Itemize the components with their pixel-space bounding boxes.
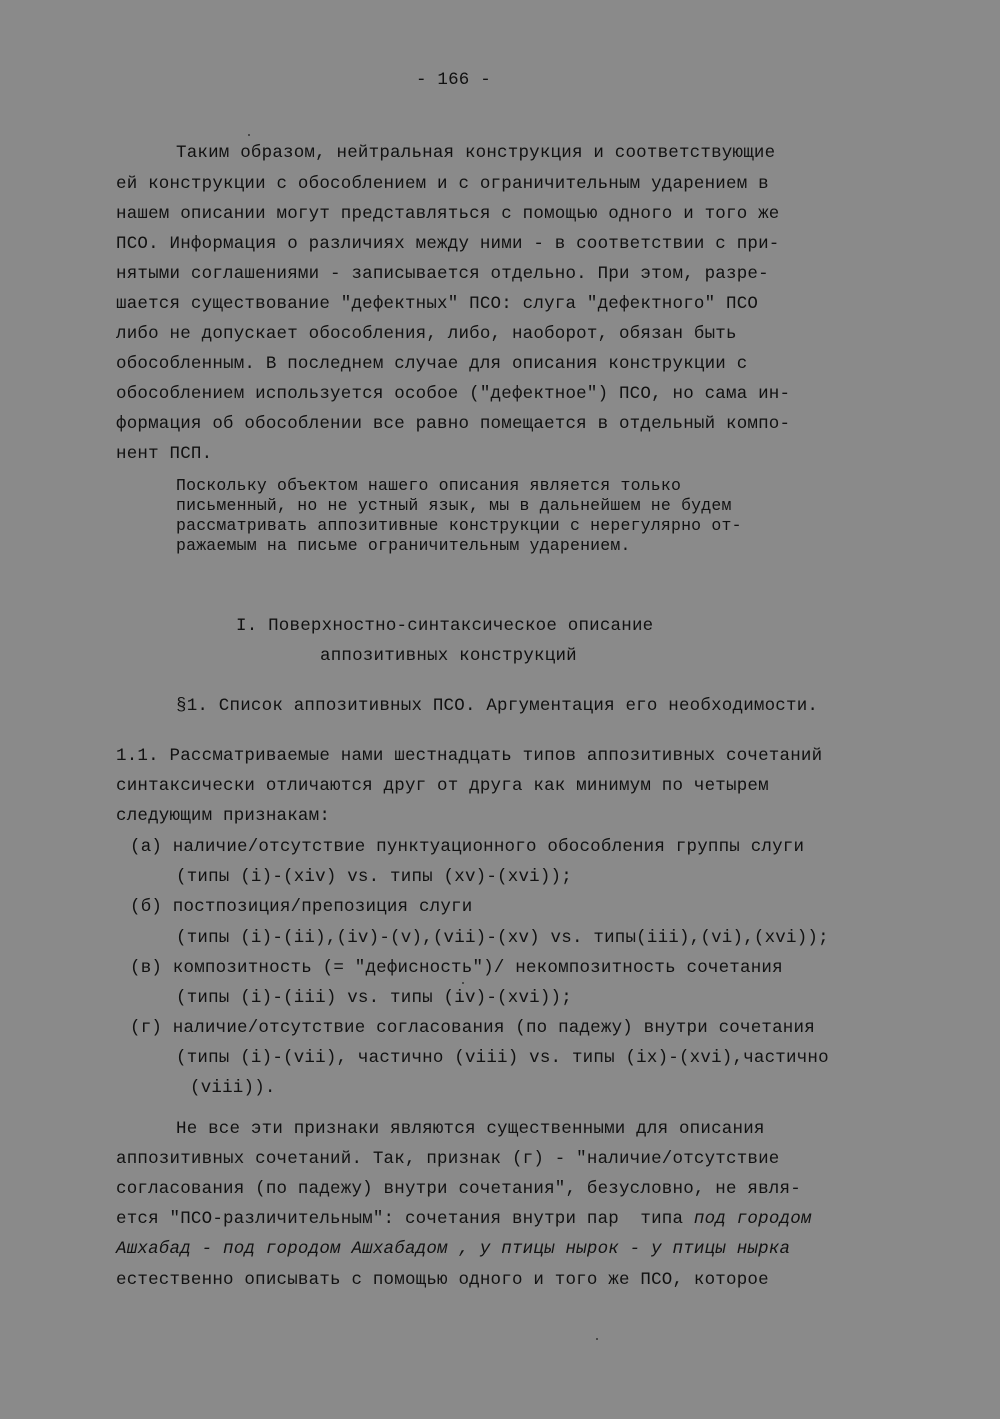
paragraph-line: нятыми соглашениями - записывается отдельно. При этом, разре- <box>116 264 769 284</box>
list-item: (в) композитность (= "дефисность")/ некомпозитность сочетания <box>130 958 783 978</box>
paragraph-line: 1.1. Рассматриваемые нами шестнадцать типов аппозитивных сочетаний <box>116 746 823 766</box>
list-item: (г) наличие/отсутствие согласования (по падежу) внутри сочетания <box>130 1018 815 1038</box>
list-item: (viii)). <box>190 1078 276 1098</box>
paragraph-line: ПСО. Информация о различиях между ними - в соответствии с при- <box>116 234 780 254</box>
paragraph-line <box>116 1209 812 1229</box>
italic-example: под городом <box>693 1209 812 1229</box>
section-title: аппозитивных конструкций <box>320 646 577 666</box>
paragraph-line: ей конструкции с обособлением и с ограничительным ударением в <box>116 174 769 194</box>
paragraph-line: согласования (по падежу) внутри сочетания", безусловно, не явля- <box>116 1179 801 1199</box>
paragraph-line: Не все эти признаки являются существенными для описания <box>176 1119 765 1139</box>
paragraph-line: обособлением используется особое ("дефектное") ПСО, но сама ин- <box>116 384 791 404</box>
list-item: (типы (i)-(iii) vs. типы (iv)-(xvi)); <box>176 988 572 1008</box>
scan-speck <box>248 134 250 136</box>
paragraph-line: синтаксически отличаются друг от друга как минимум по четырем <box>116 776 769 796</box>
scan-speck <box>462 982 464 984</box>
scan-speck <box>596 1338 598 1340</box>
list-item: (а) наличие/отсутствие пунктуационного обособления группы слуги <box>130 837 805 857</box>
paragraph-line: нашем описании могут представляться с помощью одного и того же <box>116 204 780 224</box>
note-line: ражаемым на письме ограничительным ударением. <box>176 536 631 555</box>
paragraph-line: Таким образом, нейтральная конструкция и соответствующие <box>176 143 776 163</box>
list-item: (б) постпозиция/препозиция слуги <box>130 897 473 917</box>
paragraph-line: шается существование "дефектных" ПСО: слуга "дефектного" ПСО <box>116 294 759 314</box>
paragraph-line: аппозитивных сочетаний. Так, признак (г) - "наличие/отсутствие <box>116 1149 780 1169</box>
paragraph-line: следующим признакам: <box>116 806 331 826</box>
list-item: (типы (i)-(xiv) vs. типы (xv)-(xvi)); <box>176 867 572 887</box>
paragraph-text: ется "ПСО-различительным": сочетания внутри пар типа <box>116 1209 694 1229</box>
section-title: I. Поверхностно-синтаксическое описание <box>236 616 654 636</box>
paragraph-line: обособленным. В последнем случае для описания конструкции с <box>116 354 748 374</box>
subsection-title: §1. Список аппозитивных ПСО. Аргументация его необходимости. <box>176 696 819 716</box>
paragraph-line: естественно описывать с помощью одного и того же ПСО, которое <box>116 1270 769 1290</box>
italic-example: Ашхабад - под городом Ашхабадом , у птицы нырок - у птицы нырка <box>116 1239 791 1259</box>
paragraph-line: либо не допускает обособления, либо, наоборот, обязан быть <box>116 324 737 344</box>
paragraph-line: формация об обособлении все равно помещается в отдельный компо- <box>116 414 791 434</box>
paragraph-line: нент ПСП. <box>116 444 213 464</box>
list-item: (типы (i)-(ii),(iv)-(v),(vii)-(xv) vs. типы(iii),(vi),(xvi)); <box>176 928 829 948</box>
list-item: (типы (i)-(vii), частично (viii) vs. типы (ix)-(xvi),частично <box>176 1048 829 1068</box>
note-line: рассматривать аппозитивные конструкции с нерегулярно от- <box>176 516 742 535</box>
note-line: письменный, но не устный язык, мы в дальнейшем не будем <box>176 496 732 515</box>
note-line: Поскольку объектом нашего описания является только <box>176 476 682 495</box>
page-number: - 166 - <box>416 70 491 90</box>
